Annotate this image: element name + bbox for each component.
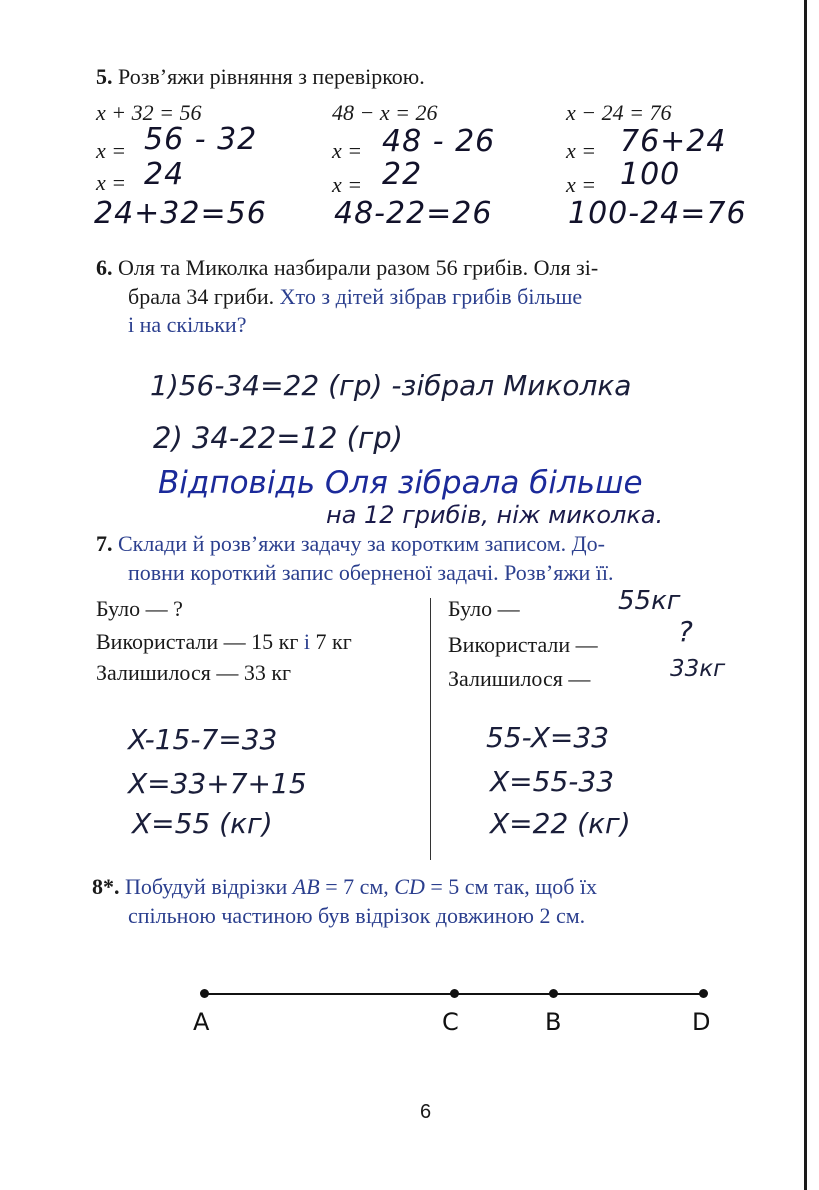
- point-b-dot: [549, 989, 558, 998]
- right-eq-2: X=55-33: [490, 765, 615, 798]
- task7-text-1: Склади й розв’яжи задачу за коротким записом. До-: [118, 531, 605, 556]
- eq-3-step2-label: x =: [566, 172, 597, 197]
- task8-cd: CD: [394, 874, 425, 899]
- eq-1-step2-label: x =: [96, 170, 127, 195]
- task5-heading: [96, 66, 425, 88]
- right-was-hw: 55кг: [618, 586, 681, 616]
- eq-3-answer-hw: 100: [620, 157, 681, 192]
- eq-3-step1-label: x =: [566, 138, 597, 163]
- task8-number: 8*.: [92, 874, 120, 899]
- eq-2: 48 − x = 26: [332, 100, 438, 125]
- task7-line-2: повни короткий запис оберненої задачі. Розв’яжи її.: [128, 560, 614, 585]
- left-eq-3: X=55 (кг): [132, 807, 273, 840]
- task7-number: 7.: [96, 531, 113, 556]
- left-used-b: і: [303, 629, 310, 654]
- task7-line-1: [96, 533, 605, 555]
- right-eq-1: 55-X=33: [486, 721, 610, 754]
- task6-line-1: [96, 257, 598, 279]
- task7-divider: [430, 598, 431, 860]
- point-d-dot: [699, 989, 708, 998]
- task6-text-2a: брала 34 гриби.: [128, 284, 280, 309]
- eq-2-answer-hw: 22: [382, 157, 423, 192]
- task8-ab: AB: [292, 874, 320, 899]
- task8-text-1a: Побудуй відрізки: [125, 874, 293, 899]
- right-eq-3: X=22 (кг): [490, 807, 631, 840]
- right-left-over: Залишилося —: [448, 666, 591, 691]
- task5-number: 5.: [96, 64, 113, 89]
- task5-text: Розв’яжи рівняння з перевіркою.: [118, 64, 425, 89]
- task6-answer-2: на 12 грибів, ніж миколка.: [326, 501, 664, 529]
- page-edge-line: [804, 0, 807, 1190]
- eq-2-step2-label: x =: [332, 172, 363, 197]
- left-was: Було — ?: [96, 596, 183, 621]
- point-b-label: B: [545, 1008, 562, 1036]
- eq-3-check-hw: 100-24=76: [568, 196, 747, 231]
- task6-question: Хто з дітей зібрав грибів більше: [279, 284, 583, 309]
- right-was: Було —: [448, 596, 520, 621]
- right-used: Використали —: [448, 632, 598, 657]
- eq-3-step1-hw: 76+24: [620, 124, 727, 159]
- task8-text-1e: = 5 см так, щоб їх: [424, 874, 598, 899]
- task6-text-1: Оля та Миколка назбирали разом 56 грибів. Оля зі-: [118, 255, 599, 280]
- eq-2-check-hw: 48-22=26: [334, 196, 493, 231]
- left-eq-2: X=33+7+15: [128, 767, 307, 800]
- eq-2-step1-hw: 48 - 26: [382, 124, 496, 159]
- eq-1-step1-label: x =: [96, 138, 127, 163]
- eq-1-answer-hw: 24: [144, 157, 185, 192]
- left-left-over: Залишилося — 33 кг: [96, 660, 292, 685]
- page-number: 6: [420, 1101, 432, 1123]
- point-a-label: A: [193, 1008, 210, 1036]
- task6-line-3: і на скільки?: [128, 312, 247, 337]
- eq-2-step1-label: x =: [332, 138, 363, 163]
- left-used-c: 7 кг: [310, 629, 352, 654]
- task6-number: 6.: [96, 255, 113, 280]
- task6-answer-1: Відповідь Оля зібрала більше: [158, 465, 643, 501]
- task6-line-2: [128, 286, 582, 308]
- task8-line-1: [92, 876, 597, 898]
- left-eq-1: X-15-7=33: [128, 723, 278, 756]
- eq-1-check-hw: 24+32=56: [94, 196, 267, 231]
- task6-solution-1: 1)56-34=22 (гр) -зібрал Миколка: [150, 369, 632, 402]
- eq-1-step1-hw: 56 - 32: [144, 122, 258, 157]
- eq-1: x + 32 = 56: [96, 100, 202, 125]
- point-c-dot: [450, 989, 459, 998]
- point-c-label: C: [442, 1008, 459, 1036]
- point-a-dot: [200, 989, 209, 998]
- task8-text-1c: = 7 см,: [319, 874, 395, 899]
- left-used-a: Використали — 15 кг: [96, 629, 304, 654]
- right-used-hw: ?: [678, 615, 693, 648]
- point-d-label: D: [692, 1008, 711, 1036]
- right-left-over-hw: 33кг: [670, 656, 726, 682]
- left-used: [96, 631, 352, 653]
- task6-solution-2: 2) 34-22=12 (гр): [153, 421, 403, 455]
- eq-3: x − 24 = 76: [566, 100, 672, 125]
- task8-line-2: спільною частиною був відрізок довжиною 2 см.: [128, 903, 586, 928]
